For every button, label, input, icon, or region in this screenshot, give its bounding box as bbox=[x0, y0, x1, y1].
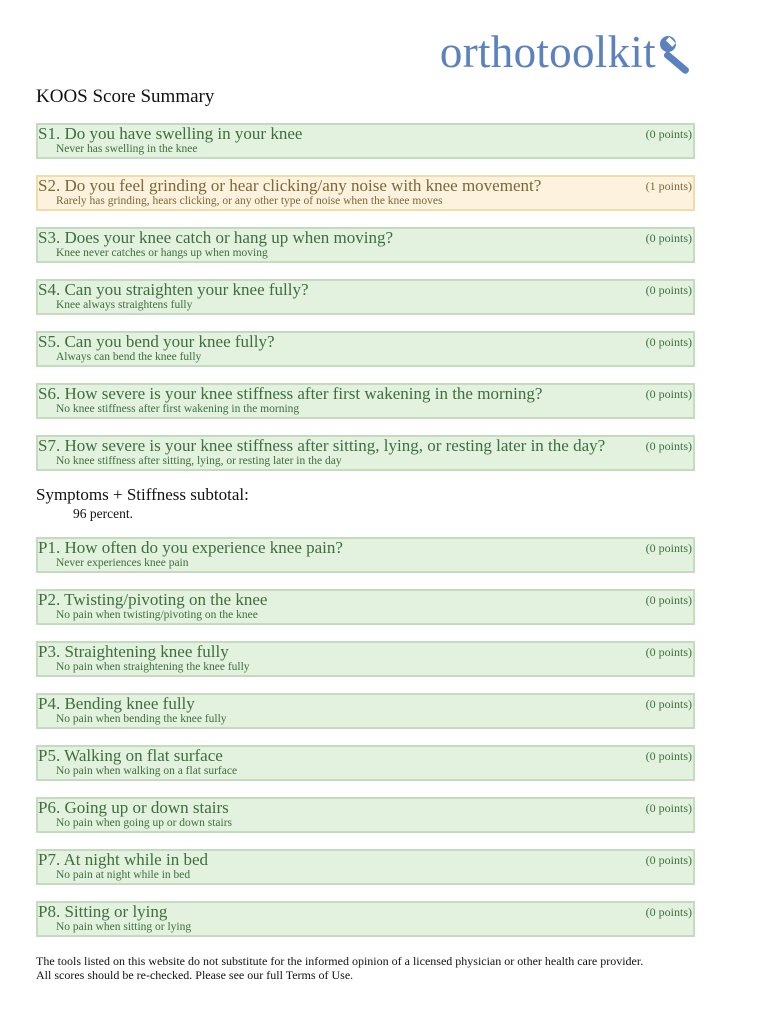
question-text: S2. Do you feel grinding or hear clicking/any noise with knee movement? bbox=[38, 176, 542, 195]
question-row-p8 bbox=[36, 901, 695, 937]
logo-text: orthotoolkit bbox=[439, 27, 656, 77]
answer-text: Never has swelling in the knee bbox=[56, 143, 198, 155]
answer-text: No pain when walking on a flat surface bbox=[56, 765, 238, 777]
question-row-p5 bbox=[36, 745, 695, 781]
question-text: S3. Does your knee catch or hang up when moving? bbox=[38, 228, 394, 247]
question-row-s5 bbox=[36, 331, 695, 367]
points-badge: (0 points) bbox=[645, 283, 692, 297]
answer-text: Knee always straightens fully bbox=[56, 299, 193, 311]
points-badge: (0 points) bbox=[645, 697, 692, 711]
disclaimer-line-1: The tools listed on this website do not substitute for the informed opinion of a licensed physician or other health care provider. bbox=[36, 954, 644, 968]
page-title: KOOS Score Summary bbox=[36, 86, 215, 107]
question-text: S6. How severe is your knee stiffness after first wakening in the morning? bbox=[38, 384, 543, 403]
question-row-p2 bbox=[36, 589, 695, 625]
symptoms-list bbox=[36, 123, 695, 487]
points-badge: (0 points) bbox=[645, 853, 692, 867]
disclaimer-line-2: All scores should be re-checked. Please see our full Terms of Use. bbox=[36, 968, 354, 982]
question-row-p3 bbox=[36, 641, 695, 677]
question-text: P1. How often do you experience knee pain? bbox=[38, 538, 343, 557]
question-text: S1. Do you have swelling in your knee bbox=[38, 124, 303, 143]
subtotal-value: 96 percent. bbox=[73, 506, 133, 521]
answer-text: No pain when bending the knee fully bbox=[56, 713, 227, 725]
logo[interactable] bbox=[439, 27, 698, 77]
question-text: S4. Can you straighten your knee fully? bbox=[38, 280, 309, 299]
question-text: S7. How severe is your knee stiffness after sitting, lying, or resting later in the day? bbox=[38, 436, 606, 455]
question-text: P7. At night while in bed bbox=[38, 850, 208, 869]
points-badge: (0 points) bbox=[645, 541, 692, 555]
answer-text: Always can bend the knee fully bbox=[56, 351, 202, 363]
question-text: P5. Walking on flat surface bbox=[38, 746, 223, 765]
points-badge: (0 points) bbox=[645, 593, 692, 607]
answer-text: Knee never catches or hangs up when moving bbox=[56, 247, 268, 259]
question-row-p1 bbox=[36, 537, 695, 573]
points-badge: (0 points) bbox=[645, 231, 692, 245]
question-text: P3. Straightening knee fully bbox=[38, 642, 229, 661]
question-row-p6 bbox=[36, 797, 695, 833]
question-row-s7 bbox=[36, 435, 695, 471]
disclaimer bbox=[36, 954, 736, 982]
points-badge: (1 points) bbox=[645, 179, 692, 193]
answer-text: No pain when straightening the knee fully bbox=[56, 661, 250, 673]
points-badge: (0 points) bbox=[645, 335, 692, 349]
answer-text: No pain when going up or down stairs bbox=[56, 817, 232, 829]
subtotal-label: Symptoms + Stiffness subtotal: bbox=[36, 485, 249, 504]
question-text: P8. Sitting or lying bbox=[38, 902, 168, 921]
pain-list bbox=[36, 537, 695, 953]
question-text: P4. Bending knee fully bbox=[38, 694, 195, 713]
answer-text: No knee stiffness after sitting, lying, or resting later in the day bbox=[56, 455, 342, 467]
points-badge: (0 points) bbox=[645, 127, 692, 141]
question-text: P6. Going up or down stairs bbox=[38, 798, 229, 817]
answer-text: Rarely has grinding, hears clicking, or any other type of noise when the knee moves bbox=[56, 195, 443, 207]
points-badge: (0 points) bbox=[645, 439, 692, 453]
question-row-s6 bbox=[36, 383, 695, 419]
question-row-p4 bbox=[36, 693, 695, 729]
points-badge: (0 points) bbox=[645, 387, 692, 401]
question-row-s3 bbox=[36, 227, 695, 263]
answer-text: No knee stiffness after first wakening in the morning bbox=[56, 403, 300, 415]
points-badge: (0 points) bbox=[645, 801, 692, 815]
question-text: S5. Can you bend your knee fully? bbox=[38, 332, 275, 351]
question-text: P2. Twisting/pivoting on the knee bbox=[38, 590, 268, 609]
points-badge: (0 points) bbox=[645, 905, 692, 919]
question-row-p7 bbox=[36, 849, 695, 885]
question-row-s2 bbox=[36, 175, 695, 211]
answer-text: No pain when twisting/pivoting on the knee bbox=[56, 609, 258, 621]
answer-text: No pain when sitting or lying bbox=[56, 921, 192, 933]
points-badge: (0 points) bbox=[645, 645, 692, 659]
points-badge: (0 points) bbox=[645, 749, 692, 763]
answer-text: No pain at night while in bed bbox=[56, 869, 191, 881]
question-row-s1 bbox=[36, 123, 695, 159]
question-row-s4 bbox=[36, 279, 695, 315]
wrench-icon bbox=[658, 34, 698, 74]
subtotal bbox=[36, 485, 249, 522]
answer-text: Never experiences knee pain bbox=[56, 557, 189, 569]
